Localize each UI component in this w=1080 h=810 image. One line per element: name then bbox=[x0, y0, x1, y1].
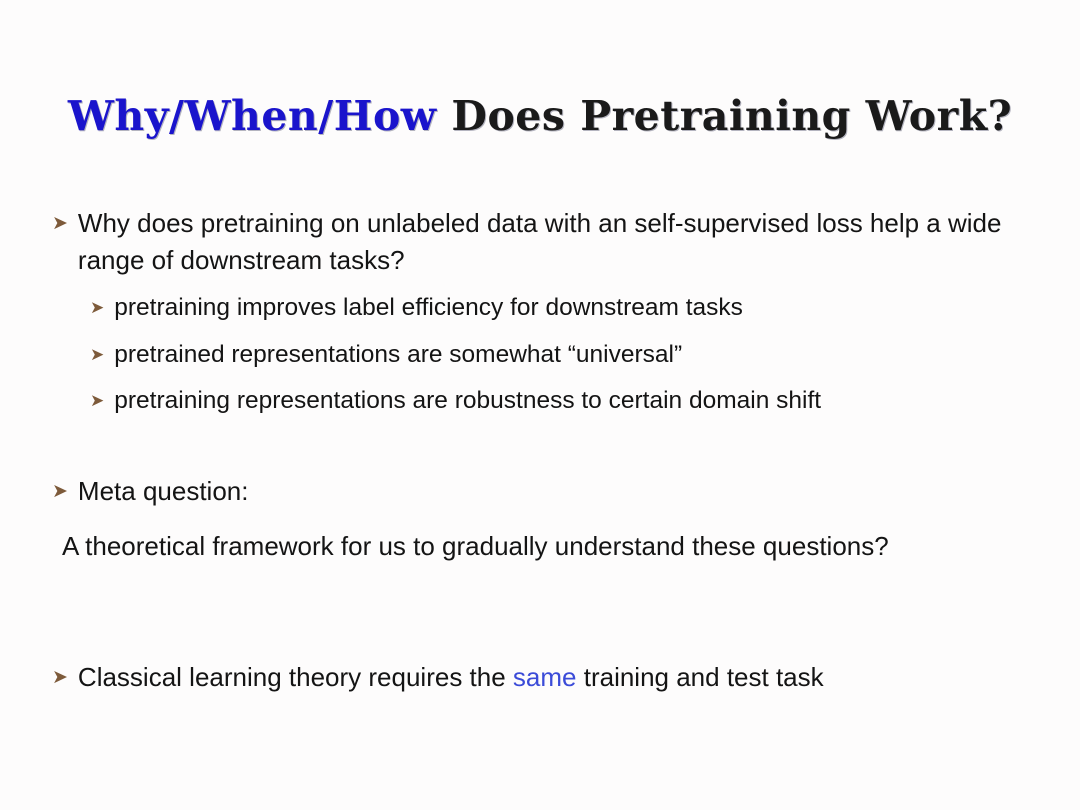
bullet-sub-3-text: pretraining representations are robustness to certain domain shift bbox=[114, 387, 822, 415]
spacer bbox=[52, 510, 1052, 528]
spacer bbox=[52, 619, 1052, 659]
bullet-sub-3 bbox=[90, 384, 1052, 419]
bullet-sub-2-text: pretrained representations are somewhat “universal” bbox=[114, 340, 683, 368]
bullet-main-question bbox=[52, 205, 1052, 279]
bullet-meta-question bbox=[52, 473, 1052, 510]
arrow-bullet-icon: ➤ bbox=[90, 297, 105, 317]
arrow-bullet-icon: ➤ bbox=[52, 481, 68, 503]
spacer bbox=[52, 419, 1052, 473]
classical-prefix: Classical learning theory requires the bbox=[77, 661, 513, 692]
bullet-classical-theory-text bbox=[78, 659, 1052, 696]
title-blue-segment: Why/When/How bbox=[67, 92, 437, 140]
arrow-bullet-icon: ➤ bbox=[52, 666, 68, 688]
classical-highlight: same bbox=[512, 661, 577, 692]
bullet-main-question-text: Why does pretraining on unlabeled data with an self-supervised loss help a wide range of downstream tasks? bbox=[77, 208, 1002, 275]
page-title bbox=[0, 92, 1080, 140]
bullet-sub-2 bbox=[90, 338, 1052, 373]
arrow-bullet-icon: ➤ bbox=[52, 213, 68, 234]
bullet-meta-question-text: Meta question: bbox=[77, 476, 249, 507]
bullet-sub-1-text: pretraining improves label efficiency for downstream tasks bbox=[114, 293, 743, 321]
bullet-classical-theory bbox=[52, 659, 1052, 696]
bullet-sub-1 bbox=[90, 291, 1052, 326]
meta-question-body: A theoretical framework for us to gradually understand these questions? bbox=[62, 531, 889, 562]
slide-body bbox=[52, 205, 1052, 696]
spacer bbox=[52, 565, 1052, 619]
arrow-bullet-icon: ➤ bbox=[90, 344, 105, 364]
arrow-bullet-icon: ➤ bbox=[90, 391, 105, 411]
classical-suffix: training and test task bbox=[576, 661, 824, 692]
title-dark-segment: Does Pretraining Work? bbox=[451, 92, 1013, 140]
